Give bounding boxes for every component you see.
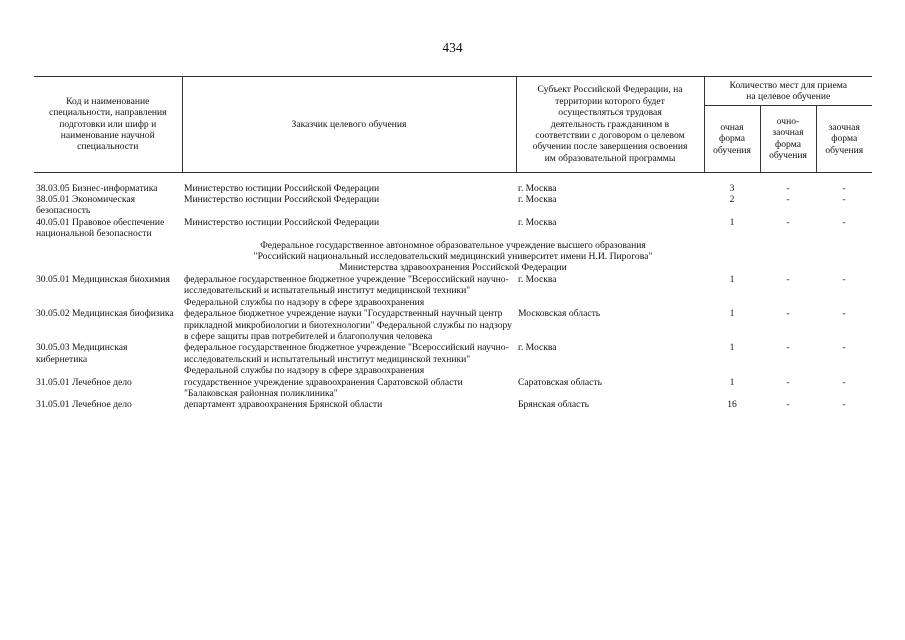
- part-time-count: -: [786, 216, 790, 228]
- extramural-count: -: [842, 182, 846, 194]
- table-row: [34, 217, 872, 240]
- full-time-count: 16: [727, 399, 737, 411]
- part-time-count: -: [786, 273, 790, 285]
- customer-name: Министерство юстиции Российской Федерации: [184, 194, 380, 206]
- region-name: г. Москва: [518, 273, 557, 285]
- part-time-count: -: [786, 342, 790, 354]
- extramural-count: -: [842, 216, 846, 228]
- full-time-count: 2: [729, 194, 735, 206]
- extramural-count: -: [842, 376, 846, 388]
- customer-name: Министерство юстиции Российской Федерации: [184, 182, 380, 194]
- customer-name: департамент здравоохранения Брянской области: [184, 399, 383, 411]
- table-row: [34, 183, 872, 194]
- customer-name: федеральное бюджетное учреждение науки "Государственный научный центр прикладной микробиологии и биотехнологии" Федеральной службы по надзору в сфере защиты прав потребителей и благополучия человека: [184, 308, 512, 342]
- page-number: 434: [442, 40, 463, 55]
- full-time-count: 3: [729, 182, 735, 194]
- customer-name: государственное учреждение здравоохранения Саратовской области "Балаковская районная поликлиника": [184, 376, 463, 399]
- region-name: Саратовская область: [518, 376, 602, 388]
- extramural-count: -: [842, 399, 846, 411]
- part-time-count: -: [786, 308, 790, 320]
- region-name: г. Москва: [518, 342, 557, 354]
- header-full-time: очная форма обучения: [704, 106, 760, 173]
- extramural-count: -: [842, 194, 846, 206]
- header-code: Код и наименование специальности, направления подготовки или шифр и наименование научной специальности: [34, 77, 182, 173]
- full-time-count: 1: [729, 342, 735, 354]
- region-name: Брянская область: [518, 399, 590, 411]
- specialty-code: 30.05.01 Медицинская биохимия: [36, 273, 170, 285]
- specialty-code: 30.05.02 Медицинская биофизика: [36, 308, 174, 320]
- extramural-count: -: [842, 273, 846, 285]
- customer-name: федеральное государственное бюджетное учреждение "Всероссийский научно-исследовательский и испытательный институт медицинской техники" Федеральной службы по надзору в сфере здравоохранения: [184, 273, 509, 308]
- specialty-code: 31.05.01 Лечебное дело: [36, 376, 132, 388]
- specialty-code: 30.05.03 Медицинская кибернетика: [36, 342, 128, 365]
- table-row: [34, 274, 872, 308]
- admission-quota-table: [34, 76, 872, 411]
- region-name: Московская область: [518, 308, 601, 320]
- region-name: г. Москва: [518, 216, 557, 228]
- header-quota: Количество мест для приема на целевое обучение: [704, 77, 872, 106]
- part-time-count: -: [786, 376, 790, 388]
- specialty-code: 40.05.01 Правовое обеспечение национальной безопасности: [36, 216, 165, 240]
- full-time-count: 1: [729, 216, 735, 228]
- table-row: [34, 342, 872, 376]
- full-time-count: 1: [729, 308, 735, 320]
- customer-name: федеральное государственное бюджетное учреждение "Всероссийский научно-исследовательский и испытательный институт медицинской техники" Федеральной службы по надзору в сфере здравоохранения: [184, 342, 509, 377]
- header-part-time: очно-заочная форма обучения: [760, 106, 816, 173]
- full-time-count: 1: [729, 376, 735, 388]
- organization-heading: Федеральное государственное автономное образовательное учреждение высшего образования "Российский национальный исследовательский медицинский университет имени Н.И. Пирогова" Министерства здравоохранения Российской Федерации: [253, 239, 653, 274]
- table-row: [34, 308, 872, 342]
- full-time-count: 1: [729, 273, 735, 285]
- extramural-count: -: [842, 308, 846, 320]
- specialty-code: 38.05.01 Экономическая безопасность: [36, 194, 136, 217]
- customer-name: Министерство юстиции Российской Федерации: [184, 216, 380, 228]
- table-row: [34, 399, 872, 410]
- table-row: [34, 377, 872, 400]
- header-extramural: заочная форма обучения: [816, 106, 872, 173]
- table-row: [34, 194, 872, 217]
- part-time-count: -: [786, 399, 790, 411]
- region-name: г. Москва: [518, 182, 557, 194]
- extramural-count: -: [842, 342, 846, 354]
- part-time-count: -: [786, 182, 790, 194]
- specialty-code: 38.03.05 Бизнес-информатика: [36, 182, 158, 194]
- part-time-count: -: [786, 194, 790, 206]
- specialty-code: 31.05.01 Лечебное дело: [36, 399, 132, 411]
- header-customer: Заказчик целевого обучения: [182, 77, 516, 173]
- header-region: Субъект Российской Федерации, на территории которого будет осуществляться трудовая деятельность гражданином в соответствии с договором о целевом обучении после завершения освоения им образовательной программы: [516, 77, 704, 173]
- region-name: г. Москва: [518, 194, 557, 206]
